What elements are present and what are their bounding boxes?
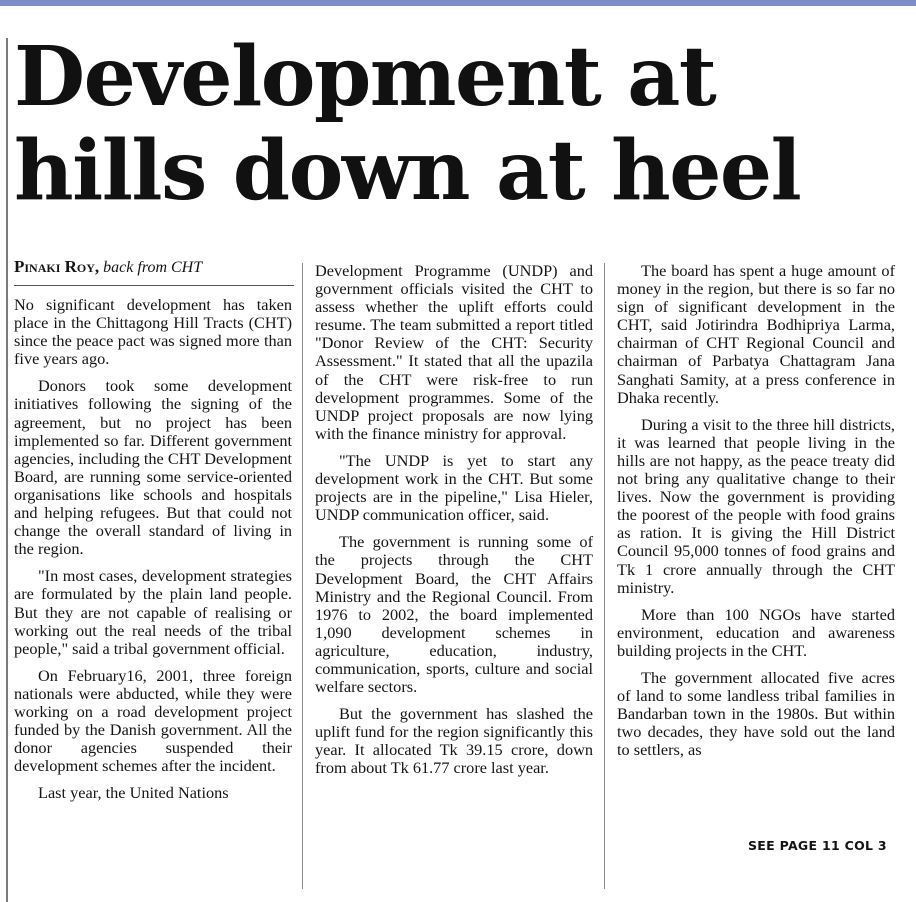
top-color-rule — [0, 0, 916, 6]
paragraph: Donors took some development initiatives following the signing of the agreement, but no project has been implemented so far. Different government agencies, including the CHT Development Board, are running some service-oriented organisations like schools and hospitals and helping refugees. But that could not change the overall standard of living in the region. — [14, 376, 292, 559]
paragraph: No significant development has taken place in the Chittagong Hill Tracts (CHT) since the peace pact was signed more than five years ago. — [14, 295, 292, 369]
paragraph: During a visit to the three hill districts, it was learned that people living in the hills are not happy, as the peace treaty did not bring any qualitative change to their lives. Now the government is providing the poorest of the people with food grains as ration. It is giving the Hill District Council 95,000 tonnes of food grains and Tk 1 crore annually through the CHT ministry. — [617, 414, 895, 597]
paragraph: Development Programme (UNDP) and government officials visited the CHT to assess whether the uplift efforts could resume. The team submitted a report titled "Donor Review of the CHT: Security Assessment." It stated that all the upazila of the CHT were risk-free to run development programmes. Some of the UNDP project proposals are now lying with the finance ministry for approval. — [315, 261, 593, 443]
byline-divider — [14, 285, 294, 286]
continued-on-jump-line[interactable]: SEE PAGE 11 COL 3 — [748, 838, 887, 853]
byline-location: back from CHT — [103, 259, 203, 276]
paragraph: "The UNDP is yet to start any development work in the CHT. But some projects are in the pipeline," Lisa Hieler, UNDP communication officer, said. — [315, 450, 593, 525]
article-column-2 — [315, 262, 593, 787]
paragraph: The government allocated five acres of land to some landless tribal families in Bandarban town in the 1980s. But within two decades, they have sold out the land to settlers, as — [617, 667, 895, 760]
paragraph: Last year, the United Nations — [38, 783, 229, 803]
column-divider — [302, 263, 303, 889]
paragraph: More than 100 NGOs have started environment, education and awareness building projects in the CHT. — [617, 604, 895, 660]
paragraph: The government is running some of the projects through the CHT Development Board, the CHT Affairs Ministry and the Regional Council. From 1976 to 2002, the board implemented 1,090 development schemes in agriculture, education, industry, communication, sports, culture and social welfare sectors. — [315, 532, 593, 697]
left-margin-rule — [6, 38, 8, 902]
column-divider — [604, 263, 605, 889]
paragraph: On February16, 2001, three foreign nationals were abducted, while they were working on a road development project funded by the Danish government. All the donor agencies suspended their development schemes after the incident. — [14, 665, 292, 776]
paragraph: The board has spent a huge amount of money in the region, but there is so far no sign of significant development in the CHT, said Jotirindra Bodhipriya Larma, chairman of CHT Regional Council and chairman of Parbatya Chattagram Jana Sanghati Samity, at a press conference in Dhaka recently. — [617, 261, 895, 407]
article-headline: Development at hills down at heel — [14, 29, 801, 219]
paragraph: "In most cases, development strategies are formulated by the plain land people. But they are not capable of realising or working out the real needs of the tribal people," said a tribal government official. — [14, 566, 292, 658]
article-column-1 — [14, 296, 292, 811]
paragraph: But the government has slashed the uplift fund for the region significantly this year. It allocated Tk 39.15 crore, down from about Tk 61.77 crore last year. — [315, 704, 593, 778]
byline — [14, 258, 294, 277]
article-column-3 — [617, 262, 895, 768]
byline-author: Pinaki Roy, — [14, 257, 100, 276]
